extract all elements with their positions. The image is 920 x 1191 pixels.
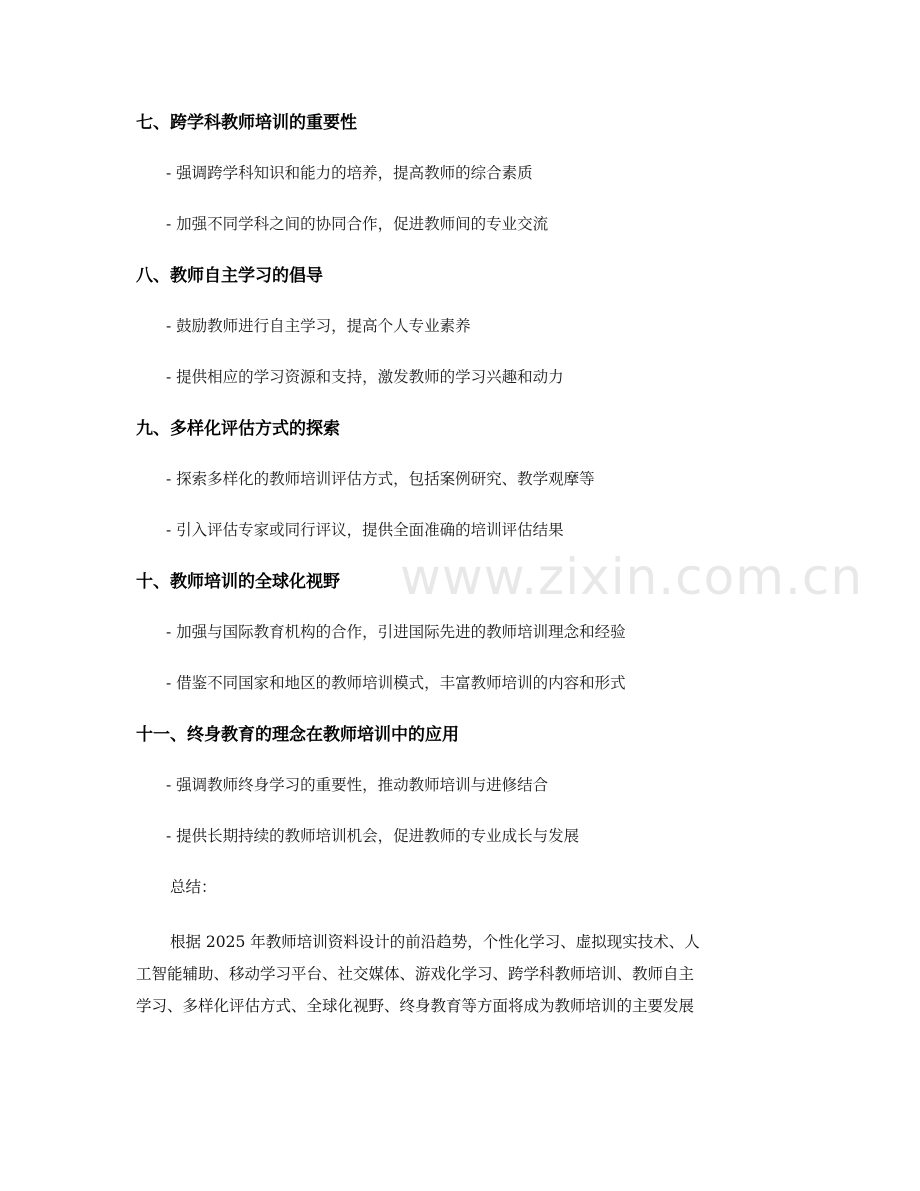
section-11-bullet-2: - 提供长期持续的教师培训机会，促进教师的专业成长与发展 [166,827,580,845]
section-11-bullet-1: - 强调教师终身学习的重要性，推动教师培训与进修结合 [166,776,549,794]
section-heading-7: 七、跨学科教师培训的重要性 [136,113,357,133]
section-8-bullet-1: - 鼓励教师进行自主学习，提高个人专业素养 [166,317,471,335]
watermark-text: www.zixin.com.cn [400,548,864,606]
summary-label: 总结： [170,878,217,896]
section-9-bullet-2: - 引入评估专家或同行评议，提供全面准确的培训评估结果 [166,521,564,539]
section-heading-9: 九、多样化评估方式的探索 [136,419,340,439]
summary-paragraph [136,926,786,1022]
summary-line-1: 根据 2025 年教师培训资料设计的前沿趋势，个性化学习、虚拟现实技术、人 [170,933,700,951]
section-10-bullet-1: - 加强与国际教育机构的合作，引进国际先进的教师培训理念和经验 [166,623,626,641]
section-heading-11: 十一、终身教育的理念在教师培训中的应用 [136,725,459,745]
section-9-bullet-1: - 探索多样化的教师培训评估方式，包括案例研究、教学观摩等 [166,470,595,488]
summary-line-3: 学习、多样化评估方式、全球化视野、终身教育等方面将成为教师培训的主要发展 [136,997,695,1015]
section-heading-8: 八、教师自主学习的倡导 [136,266,323,286]
section-7-bullet-2: - 加强不同学科之间的协同合作，促进教师间的专业交流 [166,215,549,233]
summary-line-2: 工智能辅助、移动学习平台、社交媒体、游戏化学习、跨学科教师培训、教师自主 [136,965,695,983]
section-7-bullet-1: - 强调跨学科知识和能力的培养，提高教师的综合素质 [166,164,533,182]
section-8-bullet-2: - 提供相应的学习资源和支持，激发教师的学习兴趣和动力 [166,368,564,386]
section-heading-10: 十、教师培训的全球化视野 [136,572,340,592]
section-10-bullet-2: - 借鉴不同国家和地区的教师培训模式，丰富教师培训的内容和形式 [166,674,626,692]
